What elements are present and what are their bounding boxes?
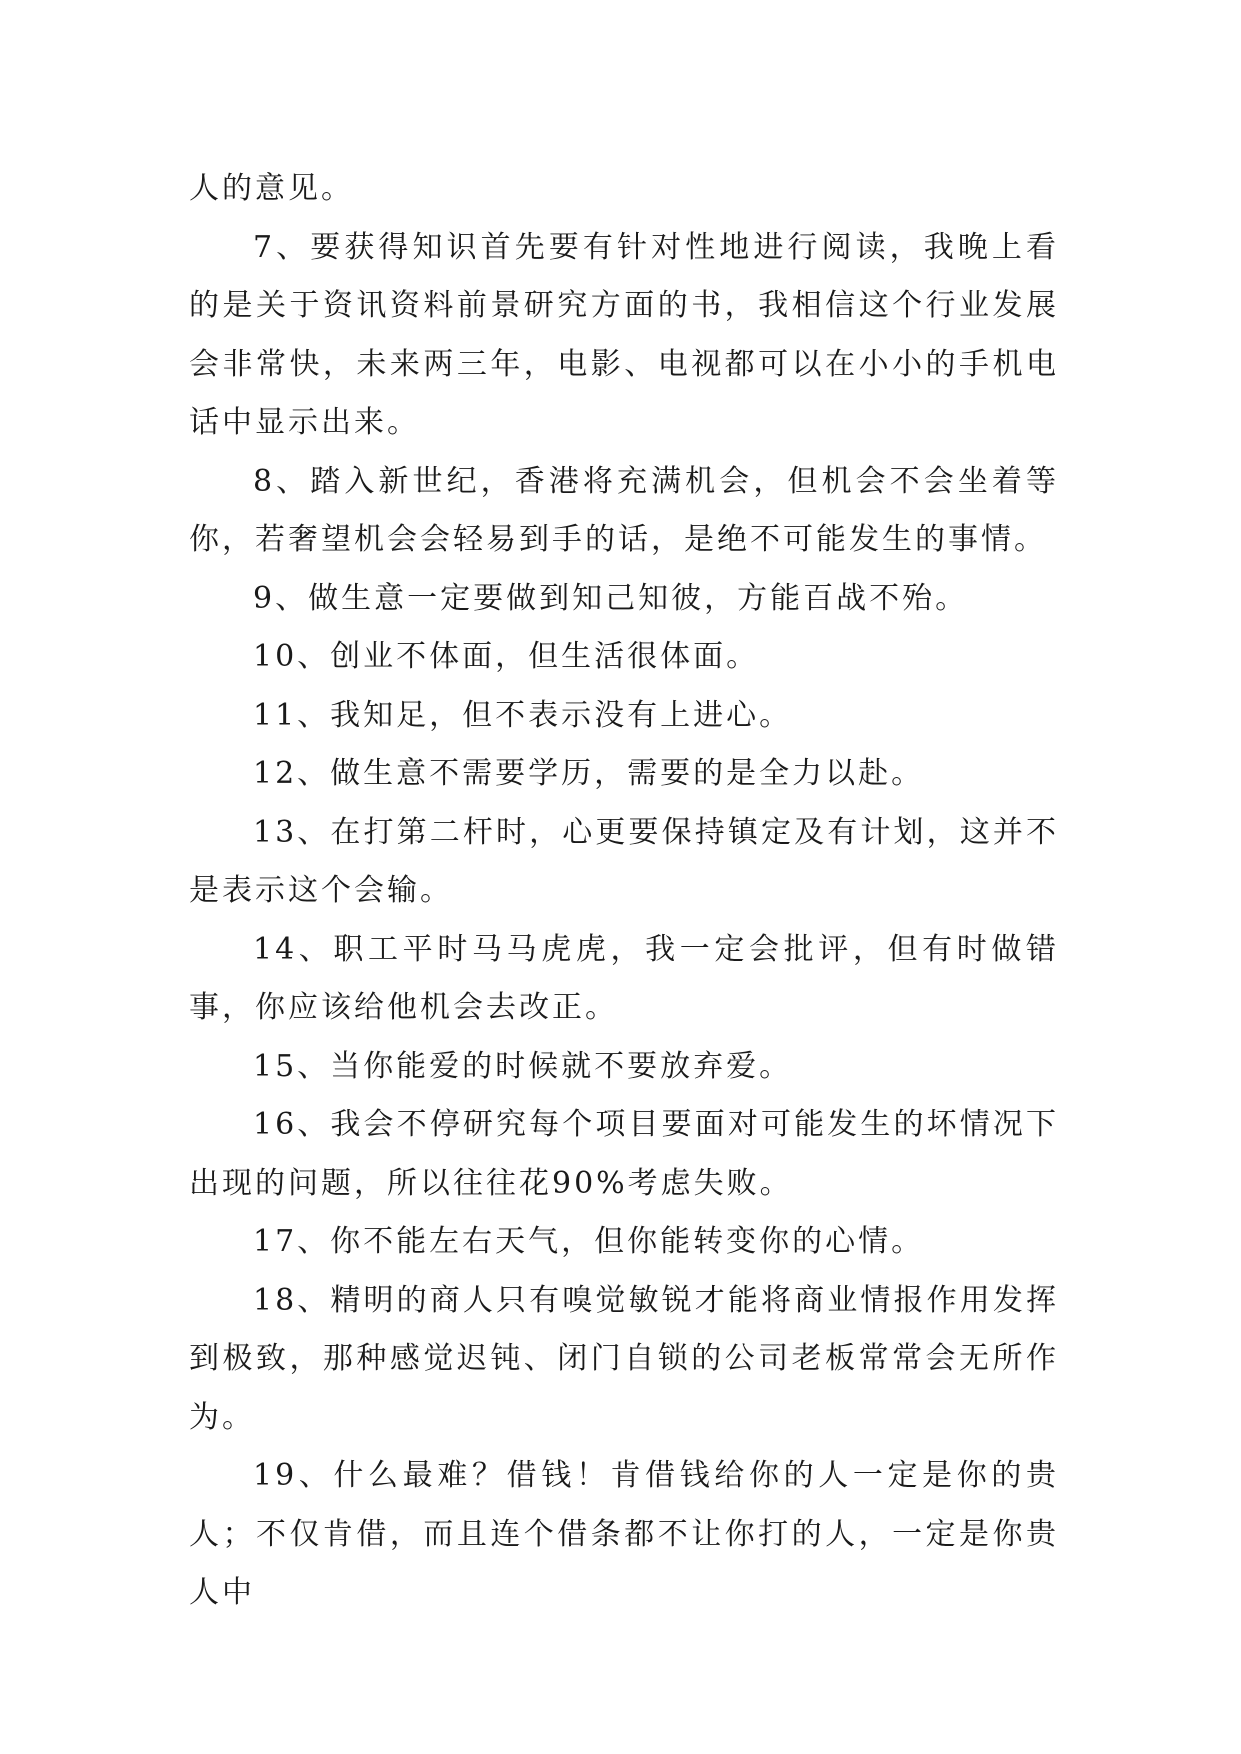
paragraph-quote-19: 19、什么最难？借钱！肯借钱给你的人一定是你的贵人；不仅肯借，而且连个借条都不让你打的人，一定是你贵人中: [189, 1458, 1059, 1610]
paragraph-quote-12: 12、做生意不需要学历，需要的是全力以赴。: [253, 756, 925, 791]
paragraph-quote-11: 11、我知足，但不表示没有上进心。: [253, 697, 793, 733]
paragraph-quote-18: 18、精明的商人只有嗅觉敏锐才能将商业情报作用发挥到极致，那种感觉迟钝、闭门自锁的公司老板常常会无所作为。: [189, 1282, 1059, 1435]
paragraph-quote-9: 9、做生意一定要做到知己知彼，方能百战不殆。: [253, 580, 969, 616]
paragraph-quote-16: 16、我会不停研究每个项目要面对可能发生的坏情况下出现的问题，所以往往花90%考虑失败。: [189, 1107, 1059, 1201]
paragraph-quote-7: 7、要获得知识首先要有针对性地进行阅读，我晚上看的是关于资讯资料前景研究方面的书，我相信这个行业发展会非常快，未来两三年，电影、电视都可以在小小的手机电话中显示出来。: [189, 229, 1059, 440]
paragraph-quote-17: 17、你不能左右天气，但你能转变你的心情。: [253, 1224, 925, 1259]
paragraph-quote-15: 15、当你能爱的时候就不要放弃爱。: [253, 1048, 793, 1084]
paragraph-quote-14: 14、职工平时马马虎虎，我一定会批评，但有时做错事，你应该给他机会去改正。: [189, 931, 1059, 1025]
paragraph-quote-13: 13、在打第二杆时，心更要保持镇定及有计划，这并不是表示这个会输。: [189, 814, 1059, 908]
paragraph-quote-10: 10、创业不体面，但生活很体面。: [253, 639, 760, 674]
paragraph-quote-8: 8、踏入新世纪，香港将充满机会，但机会不会坐着等你，若奢望机会会轻易到手的话，是绝不可能发生的事情。: [189, 463, 1059, 557]
body-text: [189, 160, 1059, 1623]
paragraph-continuation: 人的意见。: [189, 171, 354, 206]
